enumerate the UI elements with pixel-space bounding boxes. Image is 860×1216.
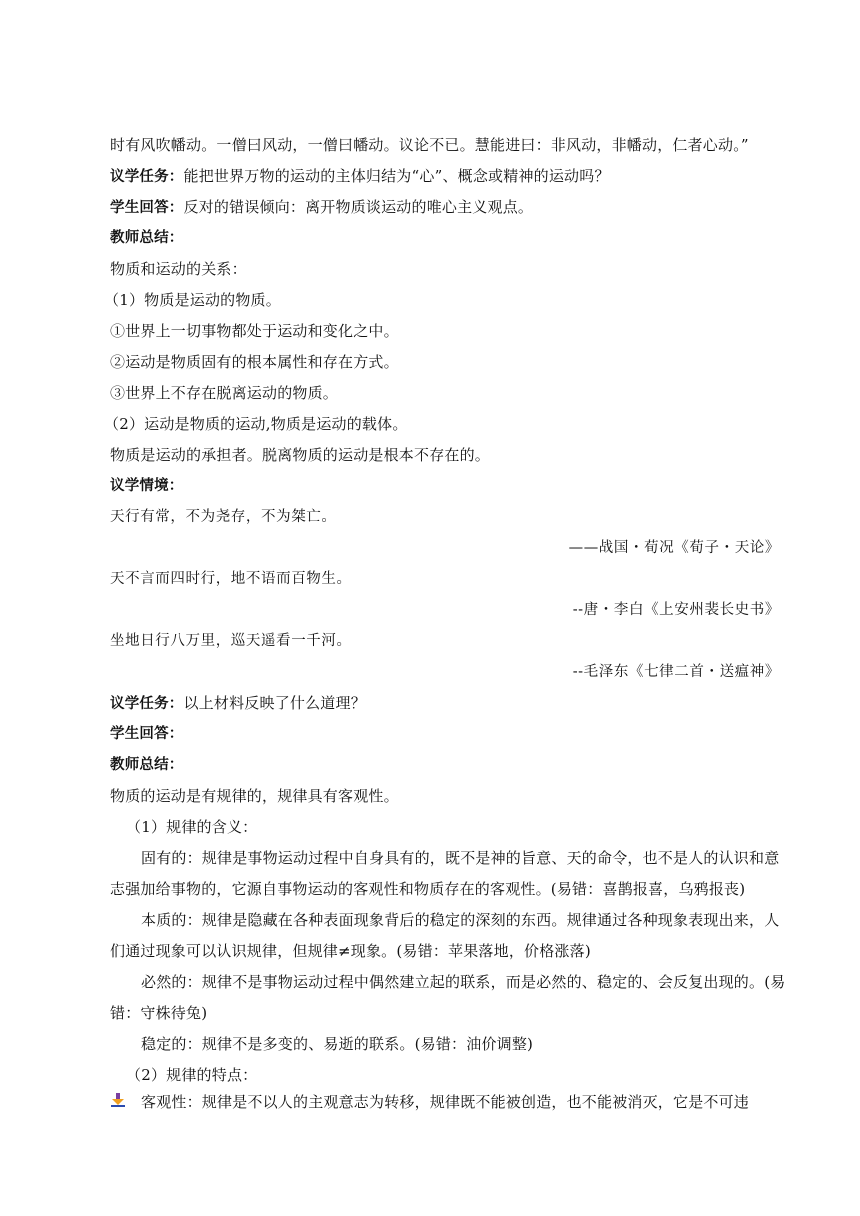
quote-source: --唐・李白《上安州裴长史书》 bbox=[572, 602, 780, 618]
answer-label: 学生回答： bbox=[110, 200, 184, 216]
task-line bbox=[110, 693, 782, 714]
context-label: 议学情境： bbox=[110, 478, 184, 494]
text-line: 本质的：规律是隐藏在各种表面现象背后的稳定的深刻的东西。规律通过各种现象表现出来，人 bbox=[141, 911, 780, 929]
text-line: ③世界上不存在脱离运动的物质。 bbox=[110, 384, 339, 402]
text-line: 志强加给事物的，它源自事物运动的客观性和物质存在的客观性。(易错：喜鹊报喜，乌鸦报丧) bbox=[110, 880, 746, 898]
quote-source: ——战国・荀况《荀子・天论》 bbox=[568, 540, 780, 556]
text-line: （2）规律的特点： bbox=[126, 1066, 258, 1084]
task-label: 议学任务： bbox=[110, 696, 184, 712]
quote-line: 天不言而四时行，地不语而百物生。 bbox=[110, 571, 352, 587]
answer-label: 学生回答： bbox=[110, 726, 184, 742]
text-line: （1）物质是运动的物质。 bbox=[104, 291, 281, 309]
text-line: 物质是运动的承担者。脱离物质的运动是根本不存在的。 bbox=[110, 446, 491, 464]
text-line: 们通过现象可以认识规律，但规律≠现象。(易错：苹果落地，价格涨落) bbox=[110, 942, 591, 960]
text-line: 稳定的：规律不是多变的、易逝的联系。(易错：油价调整) bbox=[141, 1035, 534, 1053]
text-line: （1）规律的含义： bbox=[126, 818, 258, 836]
text-line: 时有风吹幡动。一僧曰风动，一僧曰幡动。议论不已。慧能进曰：非风动，非幡动，仁者心动。” bbox=[110, 136, 749, 154]
task-text: 以上材料反映了什么道理？ bbox=[183, 694, 366, 712]
answer-text: 反对的错误倾向：离开物质谈运动的唯心主义观点。 bbox=[183, 198, 534, 216]
task-label: 议学任务： bbox=[110, 169, 184, 185]
quote-line: 天行有常，不为尧存，不为桀亡。 bbox=[110, 509, 337, 525]
task-text: 能把世界万物的运动的主体归结为“心”、概念或精神的运动吗？ bbox=[183, 167, 610, 185]
summary-label: 教师总结： bbox=[110, 757, 184, 773]
task-line bbox=[110, 166, 782, 187]
summary-label: 教师总结： bbox=[110, 230, 184, 246]
text-line: ②运动是物质固有的根本属性和存在方式。 bbox=[110, 353, 399, 371]
text-line: （2）运动是物质的运动,物质是运动的载体。 bbox=[104, 415, 408, 433]
text-line: 物质和运动的关系： bbox=[110, 260, 247, 278]
bullet-icon bbox=[110, 1092, 126, 1108]
text-line: 必然的：规律不是事物运动过程中偶然建立起的联系，而是必然的、稳定的、会反复出现的。(易 bbox=[141, 973, 786, 991]
text-line: 错：守株待兔) bbox=[110, 1004, 208, 1022]
answer-line bbox=[110, 197, 782, 218]
text-line: 客观性：规律是不以人的主观意志为转移，规律既不能被创造，也不能被消灭，它是不可违 bbox=[141, 1093, 750, 1111]
quote-source: --毛泽东《七律二首・送瘟神》 bbox=[572, 664, 780, 680]
text-line: 固有的：规律是事物运动过程中自身具有的，既不是神的旨意、天的命令，也不是人的认识和意 bbox=[141, 849, 780, 867]
text-line: ①世界上一切事物都处于运动和变化之中。 bbox=[110, 322, 399, 340]
text-line: 物质的运动是有规律的，规律具有客观性。 bbox=[110, 787, 399, 805]
quote-line: 坐地日行八万里，巡天遥看一千河。 bbox=[110, 633, 352, 649]
